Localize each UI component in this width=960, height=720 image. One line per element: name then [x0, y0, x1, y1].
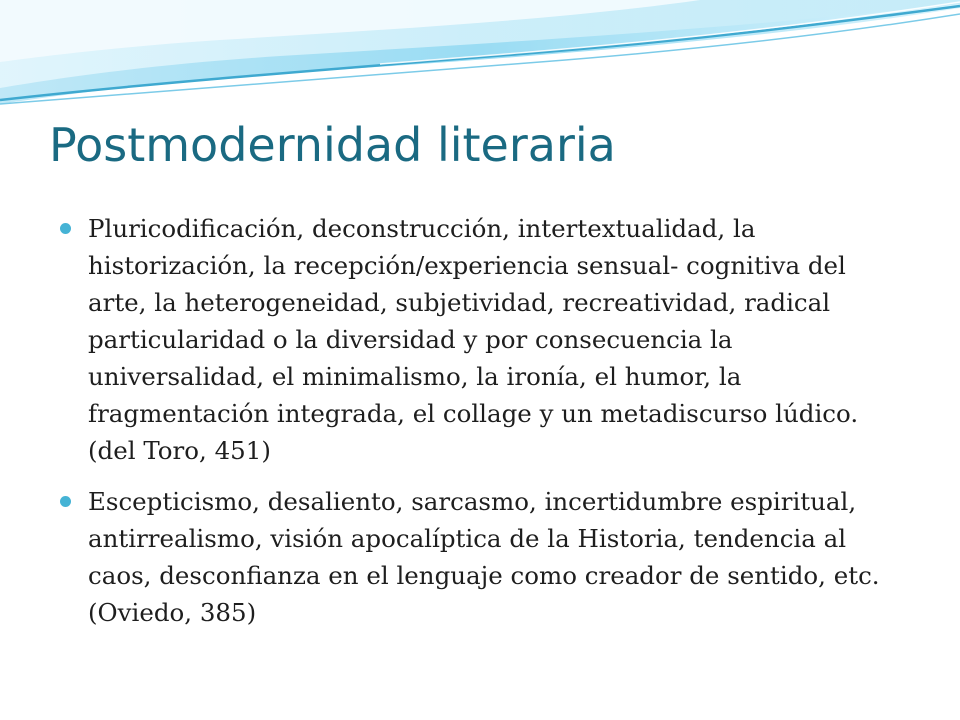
- bullet-item: [88, 210, 908, 469]
- bullet-marker-icon: [60, 223, 71, 234]
- bullet-marker-icon: [60, 496, 71, 507]
- header-wave-decoration: [0, 0, 960, 120]
- slide-title: Postmodernidad literaria: [49, 118, 616, 172]
- bullet-item: [88, 483, 908, 631]
- bullet-text: Pluricodificación, deconstrucción, intertextualidad, la historización, la recepción/experiencia sensual- cognitiva del arte, la heterogeneidad, subjetividad, recreatividad, radical particularidad o la diversidad y por consecuencia la universalidad, el minimalismo, la ironía, el humor, la fragmentación integrada, el collage y un metadiscurso lúdico. (del Toro, 451): [88, 214, 859, 465]
- bullet-text: Escepticismo, desaliento, sarcasmo, incertidumbre espiritual, antirrealismo, visión apocalíptica de la Historia, tendencia al caos, desconfianza en el lenguaje como creador de sentido, etc. (Oviedo, 385): [88, 487, 880, 627]
- bullet-list: [88, 210, 908, 645]
